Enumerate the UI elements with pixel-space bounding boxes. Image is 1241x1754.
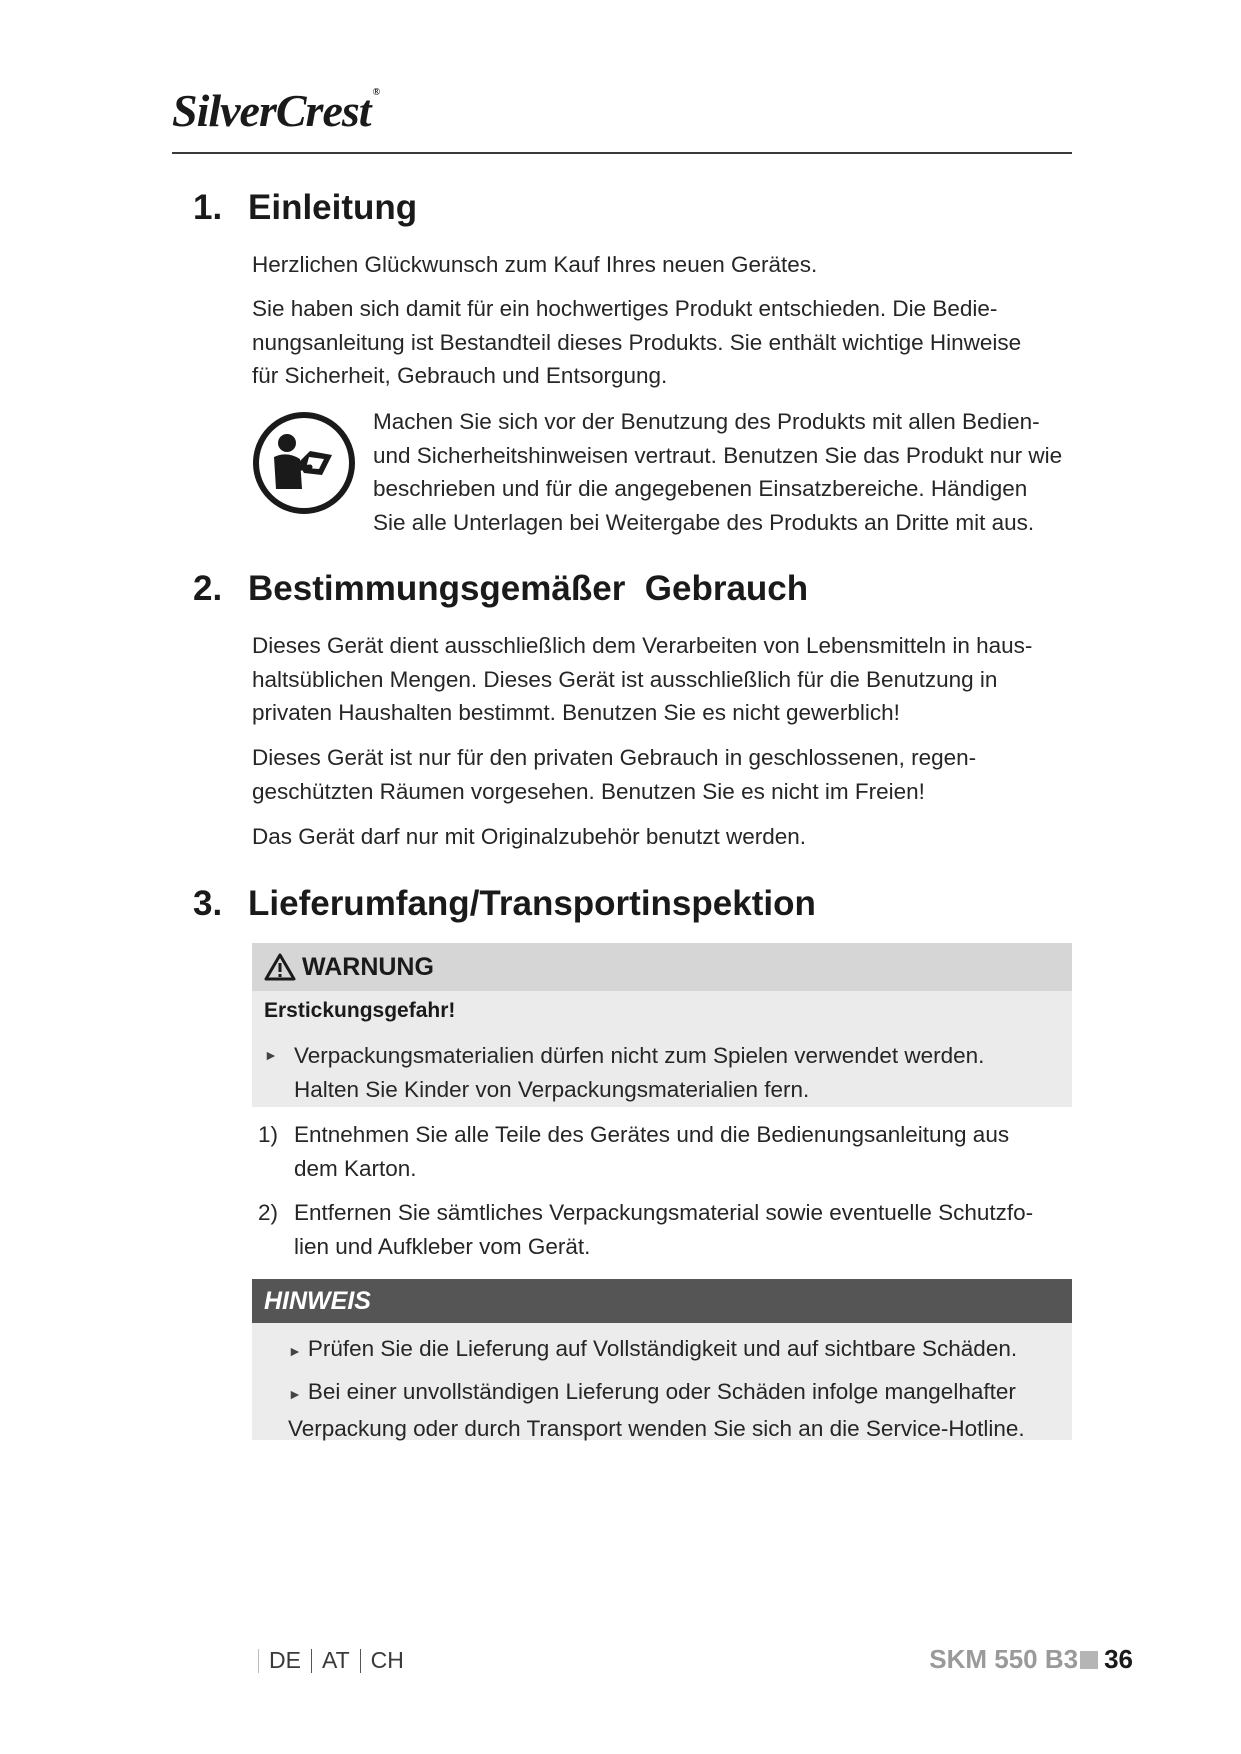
footer-countries: DE AT CH — [258, 1647, 404, 1674]
section-2-paragraph-1: Dieses Gerät dient ausschließlich dem Verarbeiten von Lebensmitteln in haus- haltsüblichen Mengen. Dieses Gerät ist ausschließlich für die Benutzung in privaten Haushalten bestimmt. Benutzen Sie es nicht gewerblich! — [252, 633, 1033, 725]
step-2: 2) Entfernen Sie sämtliches Verpackungsmaterial sowie eventuelle Schutzfo- lien und Aufkleber vom Gerät. — [258, 1200, 1034, 1259]
note-box — [252, 1279, 1072, 1440]
step-1: 1) Entnehmen Sie alle Teile des Gerätes und die Bedienungsanleitung aus dem Karton. — [258, 1122, 1010, 1181]
read-manual-icon — [252, 411, 356, 515]
warning-header — [252, 943, 1072, 991]
section-2-paragraph-2: Dieses Gerät ist nur für den privaten Gebrauch in geschlossenen, regen- geschützten Räumen vorgesehen. Benutzen Sie es nicht im Freien! — [252, 745, 977, 804]
model-number: SKM 550 B3 — [929, 1644, 1079, 1674]
arrow-bullet-icon: ► — [264, 1047, 278, 1063]
warning-subtitle: Erstickungsgefahr! — [264, 999, 456, 1022]
section-2-paragraph-3: Das Gerät darf nur mit Originalzubehör benutzt werden. — [252, 824, 807, 849]
section-1-heading: 1. Einleitung — [193, 188, 418, 227]
warning-triangle-icon — [264, 953, 296, 981]
section-2-heading: 2. Bestimmungsgemäßer Gebrauch — [193, 569, 809, 608]
arrow-bullet-icon: ► — [288, 1386, 302, 1402]
header-rule — [172, 152, 1072, 154]
brand-logo: SilverCrest ® — [172, 85, 380, 136]
note-label: HINWEIS — [264, 1286, 371, 1315]
section-3-heading: 3. Lieferumfang/Transportinspektion — [193, 884, 816, 923]
note-header — [252, 1279, 1072, 1323]
section-1-paragraph-2: Sie haben sich damit für ein hochwertiges Produkt entschieden. Die Bedie- nungsanleitung ist Bestandteil dieses Produkts. Sie enthält wichtige Hinweise für Sicherheit, Gebrauch und Entsorgung. — [252, 296, 1022, 388]
warning-item: ► Verpackungsmaterialien dürfen nicht zum Spielen verwendet werden. Halten Sie Kinder von Verpackungsmaterialien fern. — [264, 1039, 984, 1106]
warning-label: WARNUNG — [302, 952, 434, 981]
note-item-1: ► Prüfen Sie die Lieferung auf Vollständigkeit und auf sichtbare Schäden. — [288, 1336, 1018, 1361]
section-1-icon-paragraph: Machen Sie sich vor der Benutzung des Produkts mit allen Bedien- und Sicherheitshinweisen vertraut. Benutzen Sie das Produkt nur wie beschrieben und für die angegebenen Einsatzbereiche. Händigen Sie alle Unterlagen bei Weitergabe des Produkts an Dritte mit aus. — [373, 409, 1063, 535]
square-marker-icon — [1080, 1651, 1098, 1669]
section-1-paragraph-1: Herzlichen Glückwunsch zum Kauf Ihres neuen Gerätes. — [252, 252, 818, 277]
note-item-2: ► Bei einer unvollständigen Lieferung oder Schäden infolge mangelhafter Verpackung oder durch Transport wenden Sie sich an die Service-Hotline. — [288, 1379, 1025, 1441]
page-number: 36 — [1104, 1644, 1133, 1674]
footer-page-info — [929, 1644, 1133, 1675]
warning-box — [252, 943, 1072, 1107]
arrow-bullet-icon: ► — [288, 1343, 302, 1359]
